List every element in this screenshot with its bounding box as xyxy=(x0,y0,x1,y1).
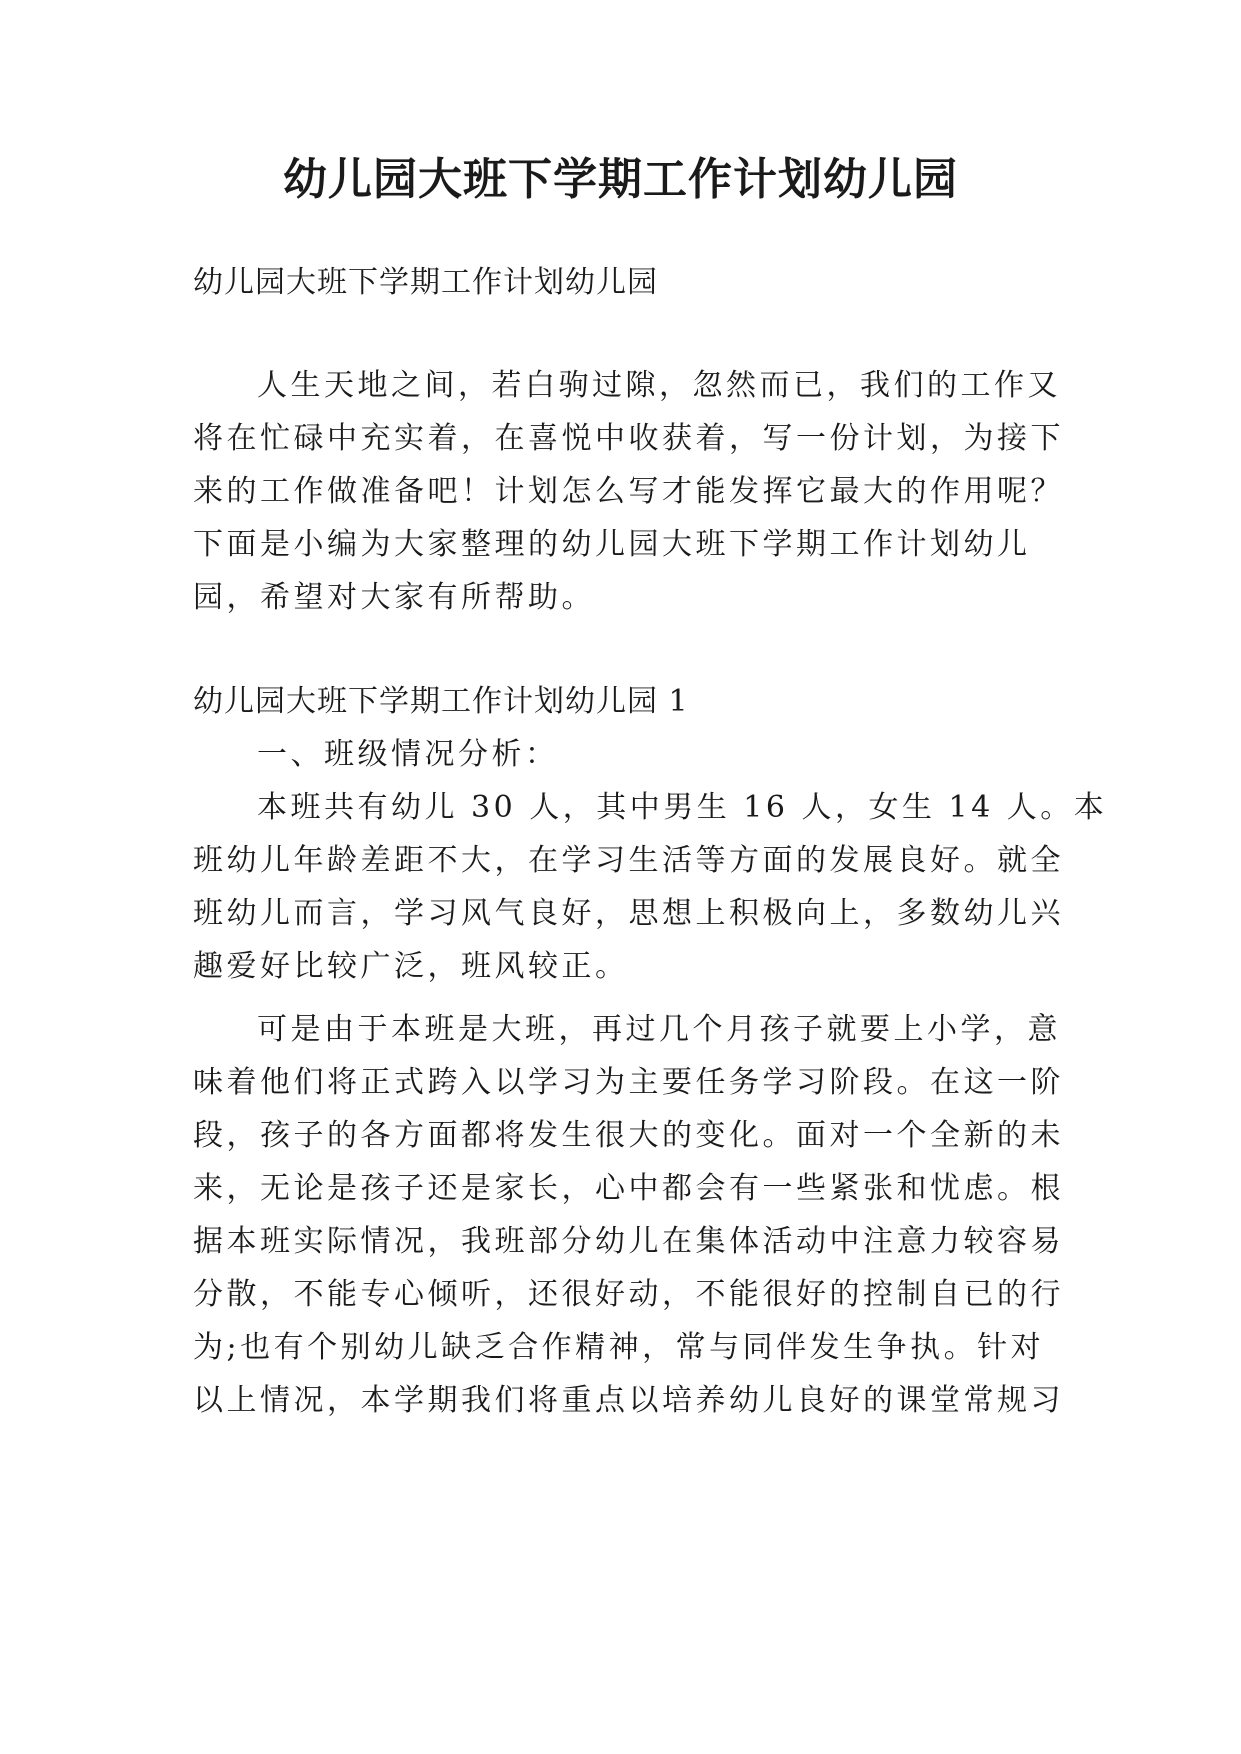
intro-line: 将在忙碌中充实着，在喜悦中收获着，写一份计划，为接下 xyxy=(193,421,1064,456)
document-title: 幼儿园大班下学期工作计划幼儿园 xyxy=(283,154,958,205)
document-subtitle: 幼儿园大班下学期工作计划幼儿园 xyxy=(193,265,658,300)
intro-line: 人生天地之间，若白驹过隙，忽然而已，我们的工作又 xyxy=(257,368,1061,403)
paragraph-line: 分散，不能专心倾听，还很好动，不能很好的控制自已的行 xyxy=(193,1277,1064,1312)
intro-line: 下面是小编为大家整理的幼儿园大班下学期工作计划幼儿 xyxy=(193,527,1031,562)
paragraph-line: 来，无论是孩子还是家长，心中都会有一些紧张和忧虑。根 xyxy=(193,1171,1064,1206)
paragraph-line: 味着他们将正式跨入以学习为主要任务学习阶段。在这一阶 xyxy=(193,1065,1064,1100)
section-heading: 一、班级情况分析： xyxy=(257,737,559,772)
paragraph-line: 段，孩子的各方面都将发生很大的变化。面对一个全新的未 xyxy=(193,1118,1064,1153)
paragraph-line: 以上情况，本学期我们将重点以培养幼儿良好的课堂常规习 xyxy=(193,1383,1064,1418)
paragraph-line: 本班共有幼儿 30 人，其中男生 16 人，女生 14 人。本 xyxy=(257,790,1108,825)
section-title: 幼儿园大班下学期工作计划幼儿园 1 xyxy=(193,684,689,719)
paragraph-line: 班幼儿年龄差距不大，在学习生活等方面的发展良好。就全 xyxy=(193,843,1064,878)
paragraph-line: 趣爱好比较广泛，班风较正。 xyxy=(193,949,629,984)
paragraph-line: 可是由于本班是大班，再过几个月孩子就要上小学，意 xyxy=(257,1012,1061,1047)
paragraph-line: 据本班实际情况，我班部分幼儿在集体活动中注意力较容易 xyxy=(193,1224,1064,1259)
paragraph-line: 班幼儿而言，学习风气良好，思想上积极向上，多数幼儿兴 xyxy=(193,896,1064,931)
intro-line: 园，希望对大家有所帮助。 xyxy=(193,580,595,615)
intro-line: 来的工作做准备吧！计划怎么写才能发挥它最大的作用呢？ xyxy=(193,474,1064,509)
paragraph-line: 为;也有个别幼儿缺乏合作精神，常与同伴发生争执。针对 xyxy=(193,1330,1045,1365)
